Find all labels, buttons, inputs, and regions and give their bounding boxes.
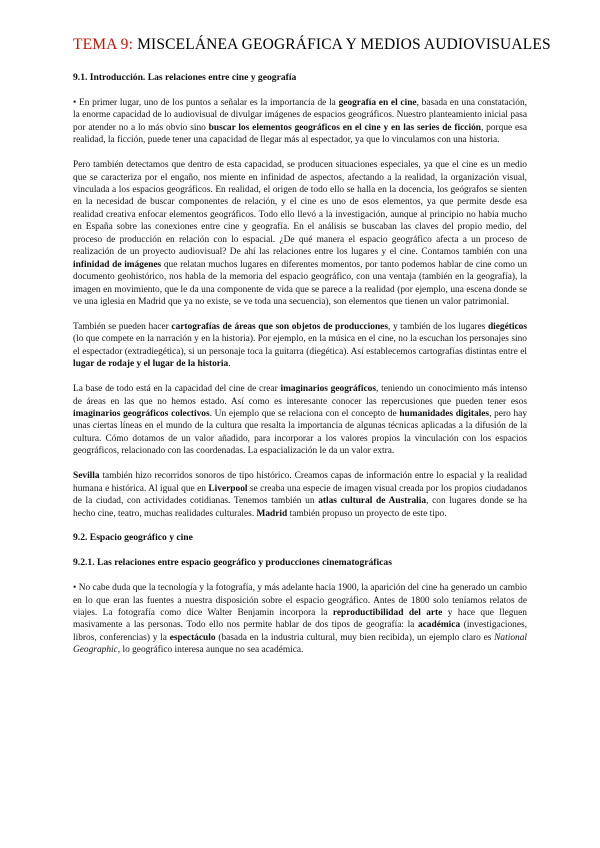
page-title — [73, 36, 551, 54]
title-text: MISCELÁNEA GEOGRÁFICA Y MEDIOS AUDIOVISUALES — [137, 36, 551, 53]
bold-term: Sevilla — [73, 471, 100, 482]
section-heading-9-1: 9.1. Introducción. Las relaciones entre cine y geografía — [73, 72, 297, 83]
bold-term: geografía en el cine — [338, 97, 417, 108]
bold-term: humanidades digitales — [399, 408, 490, 419]
document-body — [73, 72, 527, 657]
bold-term: Madrid — [256, 508, 288, 519]
bold-term: Liverpool — [208, 483, 248, 494]
bold-term: imaginarios geográficos — [280, 384, 376, 395]
italic-term: National Geographic — [73, 632, 527, 656]
subsection-heading-9-2-1: 9.2.1. Las relaciones entre espacio geográfico y producciones cinematográficas — [73, 557, 392, 569]
paragraph-2: Pero también detectamos que dentro de esta capacidad, se producen situaciones especiales, ya que el cine es un medio que se caracteriza por el engaño, nos miente en infinidad de aspectos, afectando a la realidad, la organización visual, vinculada a los espacios geográficos. En realidad, el origen de todo ello se halla en la docencia, los geógrafos se sienten en la necesidad de buscar componentes de relación, y el cine es uno de esos elementos, ya que permite desde esa realidad creativa enfocar elementos geográficos. Todo ello llevó a la investigación, aunque al principio no había mucho en España sobre las conexiones entre cine y geografía. En el análisis se buscaban las claves del propio medio, del proceso de producción en relación con lo espacial. ¿De qué manera el espacio geográfico afecta a un proceso de realización de un proyecto audiovisual? De ahí las relaciones entre los lugares y el cine. Contamos también con una infinidad de imágenes que relatan muchos lugares en diferentes momentos, por tanto podemos hablar de cine como un documento geohistórico, nos habla de la memoria del espacio geográfico, con una ventaja (también en la geografía), la imagen en movimiento, que le da una componente de vida que se parece a la realidad (por ejemplo, una escena donde se ve una iglesia en Madrid que ya no existe, se ve toda una secuencia), son elementos que tienen un valor patrimonial. — [73, 160, 528, 308]
title-tema-label: TEMA 9: — [73, 36, 134, 53]
bold-term: infinidad de imágenes — [73, 259, 162, 270]
paragraph-6: • No cabe duda que la tecnología y la fotografía, y más adelante hacia 1900, la aparición del cine ha generado un cambio en lo que eran las fuentes a nuestra disposición sobre el espacio geográfico. Antes de 1800 solo teníamos relatos de viajes. La fotografía como dice Walter Benjamin incorpora la reproductibilidad del arte y hace que lleguen masivamente a las personas. Todo ello nos permite hablar de dos tipos de geografía: la académica (investigaciones, libros, conferencias) y la espectáculo (basada en la industria cultural, muy bien recibida), un ejemplo claro es National Geographic, lo geográfico interesa aunque no sea académica. — [73, 583, 527, 656]
bold-term: diegéticos — [487, 321, 527, 332]
bold-term: académica — [417, 620, 461, 631]
bold-term: lugar de rodaje y el lugar de la historia — [73, 359, 229, 370]
bold-term: reproductibilidad del arte — [332, 607, 443, 618]
paragraph-5: Sevilla también hizo recorridos sonoros de tipo histórico. Creamos capas de información entre lo espacial y la realidad humana e histórica. Al igual que en Liverpool se creaba una especie de imagen visual creada por los propios ciudadanos de la ciudad, con actividades cotidianas. Tenemos también un atlas cultural de Australia, con lugares donde se ha hecho cine, teatro, muchas realidades culturales. Madrid también propuso un proyecto de este tipo. — [73, 471, 527, 519]
bold-term: atlas cultural de Australia — [318, 496, 427, 507]
bold-term: buscar los elementos geográficos en el cine y en las series de ficción — [208, 122, 481, 133]
paragraph-1: • En primer lugar, uno de los puntos a señalar es la importancia de la geografía en el cine, basada en una constatación, la enorme capacidad de lo audiovisual de divulgar imágenes de espacios geográficos. Nuestro planteamiento inicial pasa por atender no a lo más obvio sino buscar los elementos geográficos en el cine y en las series de ficción, porque esa realidad, la ficción, puede tener una capacidad de llegar más al espectador, ya que lo vinculamos con una historia. — [73, 97, 527, 146]
paragraph-4: La base de todo está en la capacidad del cine de crear imaginarios geográficos, teniendo un conocimiento más intenso de áreas en las que no hemos estado. Así como es interesante conocer las repercusiones que pueden tener esos imaginarios geográficos colectivos. Un ejemplo que se relaciona con el concepto de humanidades digitales, pero hay unas ciertas líneas en el mundo de la cultura que resalta la importancia de algunas técnicas aplicadas a la difusión de la cultura. Cómo dotamos de un valor añadido, para incorporar a los valores propios la vinculación con los espacios geográficos, relacionado con las coordenadas. La espacialización le da un valor extra. — [73, 384, 528, 457]
bold-term: cartografías de áreas que son objetos de producciones — [171, 321, 388, 332]
bold-term: imaginarios geográficos colectivos — [73, 408, 210, 419]
section-heading-9-2: 9.2. Espacio geográfico y cine — [73, 532, 193, 544]
paragraph-3: También se pueden hacer cartografías de áreas que son objetos de producciones, y también de los lugares diegéticos (lo que compete en la narración y en la historia). Por ejemplo, en la música en el cine, no la escuchan los personajes sino el espectador (extradiegética), si un personaje toca la guitarra (diegética). Así establecemos cartografías distintas entre el lugar de rodaje y el lugar de la historia. — [73, 321, 527, 370]
bold-term: espectáculo — [169, 632, 216, 643]
